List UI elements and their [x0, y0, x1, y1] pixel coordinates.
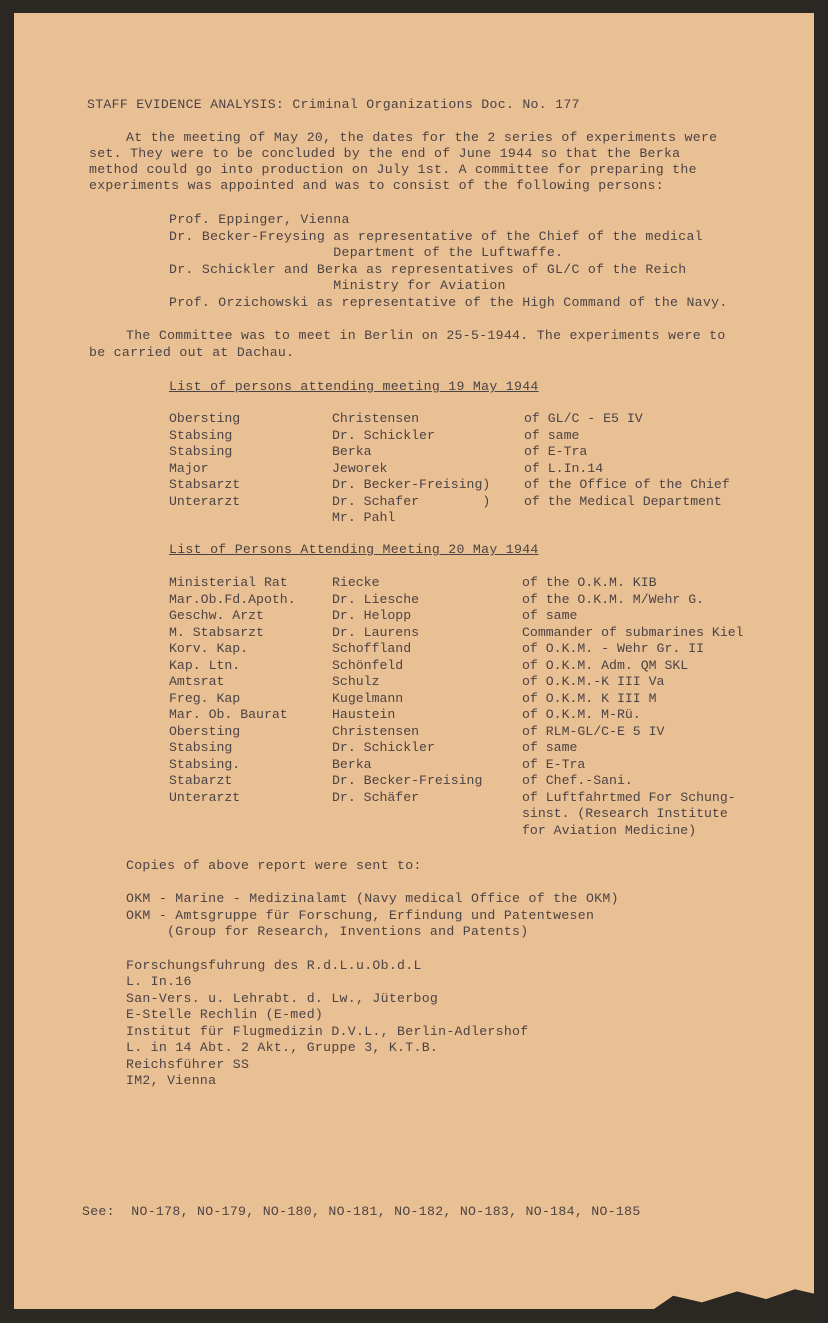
attendee-organization: of L.In.14 — [524, 460, 604, 476]
attendee-name: Kugelmann — [332, 690, 404, 706]
committee-line: Ministry for Aviation — [169, 278, 506, 293]
document-heading: STAFF EVIDENCE ANALYSIS: Criminal Organizations Doc. No. 177 — [87, 97, 580, 112]
attendee-rank: Obersting — [169, 411, 241, 426]
committee-line: Prof. Eppinger, Vienna — [169, 212, 350, 227]
recipient-line: L. In.16 — [126, 974, 192, 989]
attendee-rank: Mar. Ob. Baurat — [169, 707, 288, 722]
attendee-organization: of O.K.M. M-Rü. — [522, 707, 641, 722]
attendee-name: Dr. Schickler — [332, 740, 435, 755]
committee-line: Dr. Schickler and Berka as representatives of GL/C of the Reich — [169, 262, 687, 277]
attendee-row — [169, 444, 809, 461]
copies-okm-line: OKM - Marine - Medizinalamt (Navy medical Office of the OKM) — [126, 891, 619, 906]
attendee-rank: Stabsing — [169, 427, 233, 443]
attendee-name: Schönfeld — [332, 657, 404, 673]
attendee-name: Dr. Becker-Freising) — [332, 477, 491, 492]
attendee-name: Christensen — [332, 411, 420, 426]
attendee-row — [169, 806, 809, 823]
attendee-organization: of O.K.M. K III M — [522, 690, 657, 706]
copies-okm-line: OKM - Amtsgruppe für Forschung, Erfindung und Patentwesen — [126, 908, 595, 923]
attendee-row — [169, 608, 809, 625]
document-page — [14, 13, 814, 1309]
attendee-rank: Major — [169, 460, 209, 476]
list1-title: List of persons attending meeting 19 May 1944 — [169, 379, 539, 394]
attendee-rank: Stabsing — [169, 444, 233, 459]
attendee-name: Dr. Helopp — [332, 608, 412, 623]
attendee-list-19-may — [169, 411, 809, 527]
attendee-row — [169, 575, 809, 592]
attendee-rank: Freg. Kap — [169, 690, 241, 706]
attendee-name: Dr. Becker-Freising — [332, 773, 483, 788]
attendee-organization: of Chef.-Sani. — [522, 773, 633, 788]
committee-line: Dr. Becker-Freysing as representative of the Chief of the medical — [169, 229, 703, 244]
attendee-rank: Stabsarzt — [169, 477, 241, 492]
recipient-line: San-Vers. u. Lehrabt. d. Lw., Jüterbog — [126, 991, 439, 1006]
attendee-rank: Stabsing — [169, 740, 233, 755]
attendee-name: Haustein — [332, 707, 396, 722]
attendee-organization: of O.K.M.-K III Va — [522, 674, 665, 689]
attendee-organization: sinst. (Research Institute — [522, 806, 728, 821]
attendee-row — [169, 641, 809, 658]
attendee-rank: Korv. Kap. — [169, 641, 249, 656]
attendee-row — [169, 494, 809, 511]
committee-line: Prof. Orzichowski as representative of the High Command of the Navy. — [169, 295, 728, 310]
attendee-rank: Stabsing. — [169, 756, 241, 772]
attendee-row — [169, 510, 809, 527]
attendee-rank: Stabarzt — [169, 773, 233, 788]
attendee-row — [169, 674, 809, 691]
attendee-row — [169, 592, 809, 609]
attendee-organization: of the Office of the Chief — [524, 477, 730, 492]
attendee-row — [169, 773, 809, 790]
attendee-name: Dr. Schäfer — [332, 789, 420, 805]
attendee-organization: of same — [522, 740, 578, 755]
attendee-row — [169, 740, 809, 757]
attendee-name: Christensen — [332, 723, 420, 739]
attendee-organization: of O.K.M. Adm. QM SKL — [522, 657, 689, 673]
intro-line: At the meeting of May 20, the dates for the 2 series of experiments were — [126, 130, 718, 145]
attendee-organization: of RLM-GL/C-E 5 IV — [522, 723, 665, 739]
attendee-name: Dr. Laurens — [332, 624, 420, 640]
attendee-list-20-may — [169, 575, 809, 839]
attendee-name: Mr. Pahl — [332, 510, 396, 525]
recipient-line: Institut für Flugmedizin D.V.L., Berlin-Adlershof — [126, 1024, 529, 1039]
attendee-name: Dr. Liesche — [332, 591, 420, 607]
attendee-row — [169, 477, 809, 494]
attendee-rank: Obersting — [169, 723, 241, 739]
attendee-row — [169, 790, 809, 807]
committee-note-line: The Committee was to meet in Berlin on 25-5-1944. The experiments were to — [126, 328, 726, 343]
attendee-organization: of O.K.M. - Wehr Gr. II — [522, 641, 705, 656]
copies-okm-line: (Group for Research, Inventions and Patents) — [126, 924, 529, 939]
recipient-line: Reichsführer SS — [126, 1057, 250, 1072]
attendee-name: Jeworek — [332, 460, 388, 476]
attendee-name: Schoffland — [332, 641, 412, 656]
attendee-rank: Geschw. Arzt — [169, 608, 264, 623]
attendee-organization: of the Medical Department — [524, 493, 722, 509]
attendee-rank: Ministerial Rat — [169, 575, 288, 590]
attendee-name: Dr. Schickler — [332, 427, 435, 443]
attendee-rank: M. Stabsarzt — [169, 624, 264, 640]
attendee-organization: of same — [524, 427, 580, 443]
intro-line: experiments was appointed and was to consist of the following persons: — [89, 178, 664, 193]
attendee-rank: Unterarzt — [169, 493, 241, 509]
attendee-row — [169, 461, 809, 478]
attendee-name: Berka — [332, 444, 372, 459]
attendee-row — [169, 724, 809, 741]
attendee-row — [169, 428, 809, 445]
intro-line: method could go into production on July 1st. A committee for preparing the — [89, 162, 697, 177]
attendee-row — [169, 625, 809, 642]
attendee-name: Schulz — [332, 674, 380, 689]
attendee-organization: Commander of submarines Kiel — [522, 624, 744, 640]
attendee-row — [169, 823, 809, 840]
recipient-line: L. in 14 Abt. 2 Akt., Gruppe 3, K.T.B. — [126, 1040, 439, 1055]
committee-line: Department of the Luftwaffe. — [169, 245, 564, 260]
attendee-organization: for Aviation Medicine) — [522, 822, 697, 838]
recipient-line: Forschungsfuhrung des R.d.L.u.Ob.d.L — [126, 958, 422, 973]
attendee-row — [169, 691, 809, 708]
attendee-organization: of GL/C - E5 IV — [524, 411, 643, 426]
attendee-name: Riecke — [332, 575, 380, 590]
attendee-organization: of E-Tra — [524, 444, 588, 459]
attendee-row — [169, 411, 809, 428]
attendee-organization: of same — [522, 608, 578, 623]
attendee-rank: Kap. Ltn. — [169, 657, 241, 673]
recipient-line: E-Stelle Rechlin (E-med) — [126, 1007, 324, 1022]
committee-note-line: be carried out at Dachau. — [89, 345, 295, 360]
attendee-row — [169, 707, 809, 724]
copies-title: Copies of above report were sent to: — [126, 858, 422, 873]
attendee-organization: of the O.K.M. M/Wehr G. — [522, 591, 705, 607]
attendee-name: Berka — [332, 756, 372, 772]
attendee-organization: of the O.K.M. KIB — [522, 575, 657, 590]
attendee-name: Dr. Schafer ) — [332, 493, 491, 509]
attendee-rank: Unterarzt — [169, 789, 241, 805]
attendee-rank: Amtsrat — [169, 674, 225, 689]
attendee-row — [169, 658, 809, 675]
see-also-references: See: NO-178, NO-179, NO-180, NO-181, NO-182, NO-183, NO-184, NO-185 — [82, 1204, 641, 1219]
intro-line: set. They were to be concluded by the end of June 1944 so that the Berka — [89, 146, 681, 161]
attendee-organization: of Luftfahrtmed For Schung- — [522, 789, 736, 805]
attendee-organization: of E-Tra — [522, 756, 586, 772]
attendee-row — [169, 757, 809, 774]
list2-title: List of Persons Attending Meeting 20 May 1944 — [169, 542, 539, 557]
attendee-rank: Mar.Ob.Fd.Apoth. — [169, 591, 296, 607]
recipient-line: IM2, Vienna — [126, 1073, 217, 1088]
